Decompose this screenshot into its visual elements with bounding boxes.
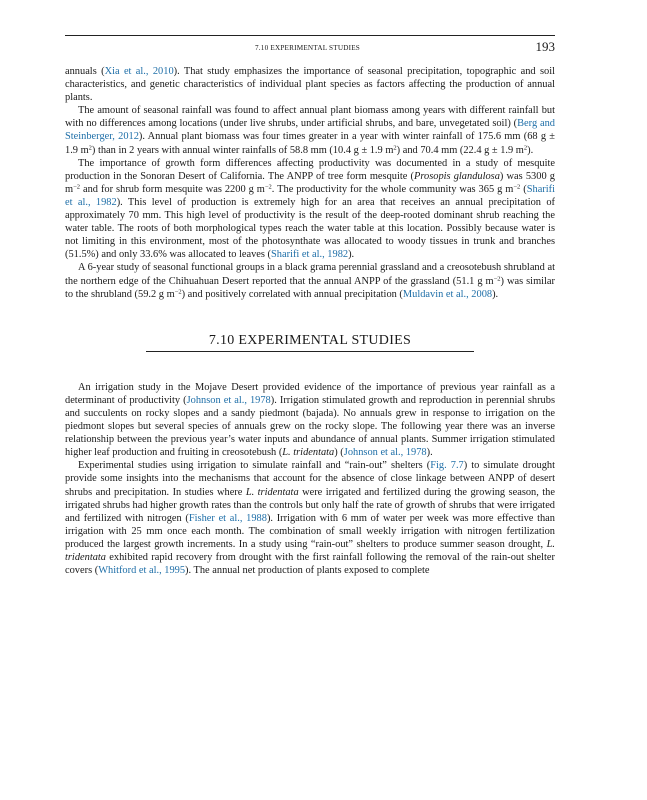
figure-link[interactable]: Fig. 7.7 xyxy=(430,460,464,472)
page-number: 193 xyxy=(535,39,555,54)
citation-link[interactable]: Johnson et al., 1978 xyxy=(186,394,271,406)
section-heading xyxy=(65,334,555,352)
citation-link[interactable]: Whitford et al., 1995 xyxy=(98,565,186,577)
paragraph-1: annuals (Xia et al., 2010). That study emphasizes the importance of seasonal precipitation, topographic and soil characteristics, and genetic characteristics of individual plant species as factors affecting the production of annual plants. xyxy=(65,66,556,104)
paragraph-5: An irrigation study in the Mojave Desert provided evidence of the importance of previous year rainfall as a determinant of productivity (Johnson et al., 1978). Irrigation stimulated growth and reproduction in perennial shrubs and succulents on rocky slopes and a sandy piedmont (bajada). No annuals grew in response to irrigation on the piedmont slopes but several species of annuals grew on the rocky slope. The following year there was an inverse relationship between the previous year’s water inputs and abundance of annual plants. Summer irrigation stimulated higher leaf production and fruiting in creosotebush (L. tridentata) (Johnson et al., 1978). xyxy=(65,381,555,459)
running-title: 7.10 EXPERIMENTAL STUDIES xyxy=(255,44,360,52)
citation-link[interactable]: Xia et al., 2010 xyxy=(104,66,174,77)
running-header xyxy=(65,35,555,58)
paragraph-6: Experimental studies using irrigation to simulate rainfall and “rain-out” shelters (Fig. 7.7) to simulate drought provide some insights into the mechanisms that account for the absence of close linkage between ANPP of desert shrubs and precipitation. In studies where L. tridentata were irrigated and fertilized during the growing season, the irrigated shrubs had higher growth rates than the controls but only half the rate of growth of shrubs that were irrigated and fertilized with nitrogen (Fisher et al., 1988). Irrigation with 6 mm of water per week was more effective than irrigation with 25 mm once each month. The combination of small weekly irrigation with nitrogen fertilization produced the largest growth increments. In a study using “rain-out” shelters to produce summer season drought, L. tridentata exhibited rapid recovery from drought with the first rainfall following the removal of the rain-out shelter covers (Whitford et al., 1995). The annual net production of plants exposed to complete xyxy=(65,460,556,577)
paragraph-3: The importance of growth form differences affecting productivity was documented in a study of mesquite production in the Sonoran Desert of California. The ANPP of tree form mesquite (Prosopis glandulosa) was 5300 g $m^{-2}$ and for shrub form mesquite was 2200 g $m^{-2}$. The productivity for the whole community was 365 g $m^{-2}$ (Sharifi et al., 1982). This level of production is extremely high for an area that receives an annual precipitation of approximately 70 mm. This high level of productivity is the result of the deep-rooted dominant shrub reaching the water table. The roots of both morphological types reach the water table at this location. Possibly because water is not limiting in this environment, most of the photosynthate was allocated to woody tissues in trunk and branches (51.5%) and only 33.6% was allocated to leaves (Sharifi et al., 1982). xyxy=(65,157,556,261)
citation-link[interactable]: Muldavin et al., 2008 xyxy=(402,288,493,300)
paragraph-2: The amount of seasonal rainfall was found to affect annual plant biomass among years with different rainfall but with no differences among locations (under live shrubs, under artificial shrubs, and bare, unvegetated soil) (Berg and Steinberger, 2012). Annual plant biomass was four times greater in a year with winter rainfall of 175.6 mm (68 g ± 1.9 $m^2$) than in 2 years with annual winter rainfalls of 58.8 mm (10.4 g ± 1.9 $m^2$) and 70.4 mm (22.4 g ± 1.9 $m^2$). xyxy=(65,105,555,156)
body-text xyxy=(65,65,555,577)
citation-link[interactable]: Johnson et al., 1978 xyxy=(343,447,427,459)
citation-link[interactable]: Sharifi et al., 1982 xyxy=(271,249,349,261)
paragraph-4: A 6-year study of seasonal functional groups in a black grama perennial grassland and a creosotebush shrubland at the northern edge of the Chihuahuan Desert reported that the annual ANPP of the grassland (51.1 g $m^{-2}$) was similar to the shrubland (59.2 g $m^{-2}$) and positively correlated with annual precipitation (Muldavin et al., 2008). xyxy=(65,262,555,300)
citation-link[interactable]: Berg and Steinberger, 2012 xyxy=(65,118,555,143)
citation-link[interactable]: Fisher et al., 1988 xyxy=(188,512,267,524)
section-title: 7.10 EXPERIMENTAL STUDIES xyxy=(146,334,474,352)
citation-link[interactable]: Sharifi et al., 1982 xyxy=(65,183,555,208)
